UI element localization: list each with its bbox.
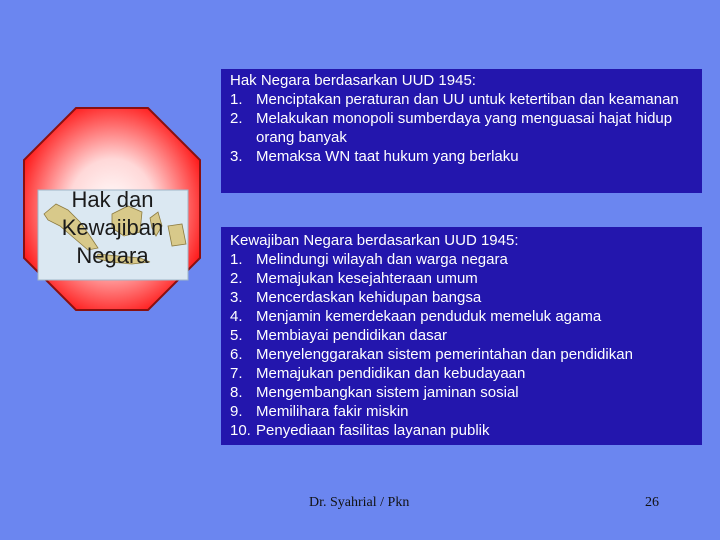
item-number: 1. (230, 251, 243, 268)
list-item (230, 364, 702, 383)
item-number: 6. (230, 346, 243, 363)
item-text: Memajukan pendidikan dan kebudayaan (256, 365, 526, 382)
hak-negara-heading: Hak Negara berdasarkan UUD 1945: (230, 72, 476, 89)
list-item (230, 90, 686, 109)
list-item (230, 288, 702, 307)
list-item (230, 345, 702, 364)
item-number: 9. (230, 403, 243, 420)
item-number: 7. (230, 365, 243, 382)
list-item (230, 147, 686, 166)
list-item (230, 383, 702, 402)
list-item (230, 307, 702, 326)
list-item (230, 421, 702, 440)
item-number: 2. (230, 110, 243, 127)
item-number: 8. (230, 384, 243, 401)
kewajiban-negara-heading: Kewajiban Negara berdasarkan UUD 1945: (230, 232, 519, 249)
item-number: 5. (230, 327, 243, 344)
center-title-line1: Hak dan (71, 187, 154, 212)
item-text: Penyediaan fasilitas layanan publik (256, 422, 490, 439)
center-title (40, 186, 185, 270)
hak-negara-box (221, 69, 702, 193)
footer-author: Dr. Syahrial / Pkn (309, 495, 410, 510)
item-number: 2. (230, 270, 243, 287)
page-number: 26 (645, 495, 659, 510)
item-text: Melakukan monopoli sumberdaya yang menguasai hajat hidup orang banyak (256, 110, 673, 146)
item-text: Melindungi wilayah dan warga negara (256, 251, 508, 268)
hak-negara-list (230, 90, 702, 166)
list-item (230, 402, 702, 421)
kewajiban-negara-list (230, 250, 702, 440)
item-text: Mencerdaskan kehidupan bangsa (256, 289, 482, 306)
item-text: Memajukan kesejahteraan umum (256, 270, 478, 287)
item-number: 10. (230, 422, 251, 439)
item-number: 3. (230, 289, 243, 306)
item-text: Memilihara fakir miskin (256, 403, 409, 420)
item-text: Menjamin kemerdekaan penduduk memeluk agama (256, 308, 602, 325)
list-item (230, 250, 702, 269)
item-number: 3. (230, 148, 243, 165)
item-text: Menciptakan peraturan dan UU untuk ketertiban dan keamanan (256, 91, 679, 108)
center-title-line2: Kewajiban (61, 215, 164, 240)
item-text: Mengembangkan sistem jaminan sosial (256, 384, 519, 401)
kewajiban-negara-box (221, 227, 702, 445)
list-item (230, 326, 702, 345)
item-number: 4. (230, 308, 243, 325)
item-number: 1. (230, 91, 243, 108)
item-text: Menyelenggarakan sistem pemerintahan dan pendidikan (256, 346, 633, 363)
item-text: Memaksa WN taat hukum yang berlaku (256, 148, 519, 165)
item-text: Membiayai pendidikan dasar (256, 327, 447, 344)
list-item (230, 269, 702, 288)
list-item (230, 109, 686, 147)
center-title-line3: Negara (76, 243, 149, 268)
